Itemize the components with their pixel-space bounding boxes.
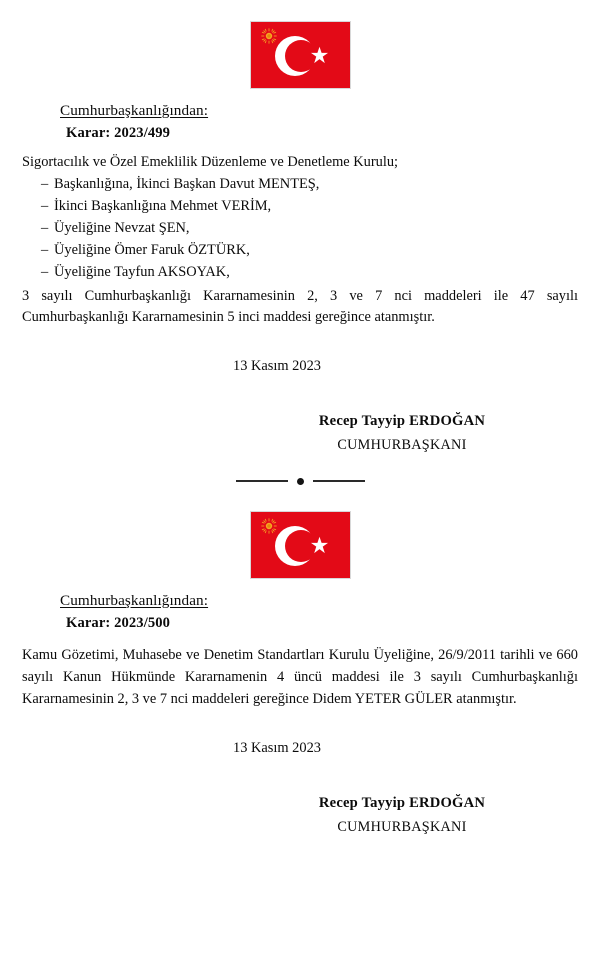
list-item xyxy=(22,218,578,240)
divider-dot xyxy=(297,478,304,485)
flag-star-icon xyxy=(310,46,329,65)
body-paragraph: Kamu Gözetimi, Muhasebe ve Denetim Standartları Kurulu Üyeliğine, 26/9/2011 tarihli ve 660 sayılı Kanun Hükmünde Kararnamenin 4 üncü maddesi ile 3 sayılı Cumhurbaşkanlığı Kararnamesinin 2, 3 ve 7 nci maddeleri gereğince Didem YETER GÜLER atanmıştır. xyxy=(22,646,578,707)
closing-paragraph: 3 sayılı Cumhurbaşkanlığı Kararnamesinin 2, 3 ve 7 nci maddeleri ile 47 sayılı Cumhurbaşkanlığı Kararnamesinin 5 inci maddesi gereğince atanmıştır. xyxy=(22,287,578,325)
appointment-list xyxy=(22,174,578,283)
section-heading: Cumhurbaşkanlığından: xyxy=(60,591,209,609)
heading-row-1 xyxy=(22,89,578,120)
section-divider-ornament xyxy=(0,478,600,485)
signature-block xyxy=(22,795,578,836)
decree-section-2 xyxy=(0,485,600,836)
list-item xyxy=(22,262,578,284)
list-item-label: Üyeliğine Ömer Faruk ÖZTÜRK, xyxy=(54,241,250,258)
flag-container-2 xyxy=(22,511,578,579)
heading-row-2 xyxy=(22,579,578,610)
flag-star-icon xyxy=(310,536,329,555)
decision-number: Karar: 2023/499 xyxy=(66,125,171,141)
body-lead-text: Sigortacılık ve Özel Emeklilik Düzenleme ve Denetleme Kurulu; xyxy=(22,154,399,170)
divider-rule-right xyxy=(313,480,365,482)
list-dash: – xyxy=(41,263,49,280)
signer-name: Recep Tayyip ERDOĞAN xyxy=(318,412,486,429)
turkish-flag-icon xyxy=(250,21,351,89)
list-item xyxy=(22,174,578,196)
flag-container-1 xyxy=(22,21,578,89)
sun-burst-icon xyxy=(261,28,277,44)
body-paragraph-block xyxy=(22,644,578,710)
list-dash: – xyxy=(41,241,49,258)
list-item xyxy=(22,240,578,262)
list-item xyxy=(22,196,578,218)
signer-name: Recep Tayyip ERDOĞAN xyxy=(318,794,486,811)
list-item-label: İkinci Başkanlığına Mehmet VERİM, xyxy=(54,198,272,215)
divider-rule-left xyxy=(236,480,288,482)
list-item-label: Üyeliğine Tayfun AKSOYAK, xyxy=(54,263,230,280)
decree-section-1 xyxy=(0,0,600,454)
sun-burst-icon xyxy=(261,518,277,534)
signer-title: CUMHURBAŞKANI xyxy=(337,818,467,835)
signature-block xyxy=(22,413,578,454)
turkish-flag-icon xyxy=(250,511,351,579)
list-item-label: Başkanlığına, İkinci Başkan Davut MENTEŞ, xyxy=(54,176,320,193)
list-dash: – xyxy=(41,220,49,237)
list-dash: – xyxy=(41,198,49,215)
signer-title: CUMHURBAŞKANI xyxy=(337,436,467,453)
list-item-label: Üyeliğine Nevzat ŞEN, xyxy=(54,220,190,237)
decree-date: 13 Kasım 2023 xyxy=(233,739,321,756)
decision-number: Karar: 2023/500 xyxy=(66,614,171,631)
list-dash: – xyxy=(41,176,49,193)
decree-date: 13 Kasım 2023 xyxy=(233,357,321,374)
section-heading: Cumhurbaşkanlığından: xyxy=(60,102,209,119)
